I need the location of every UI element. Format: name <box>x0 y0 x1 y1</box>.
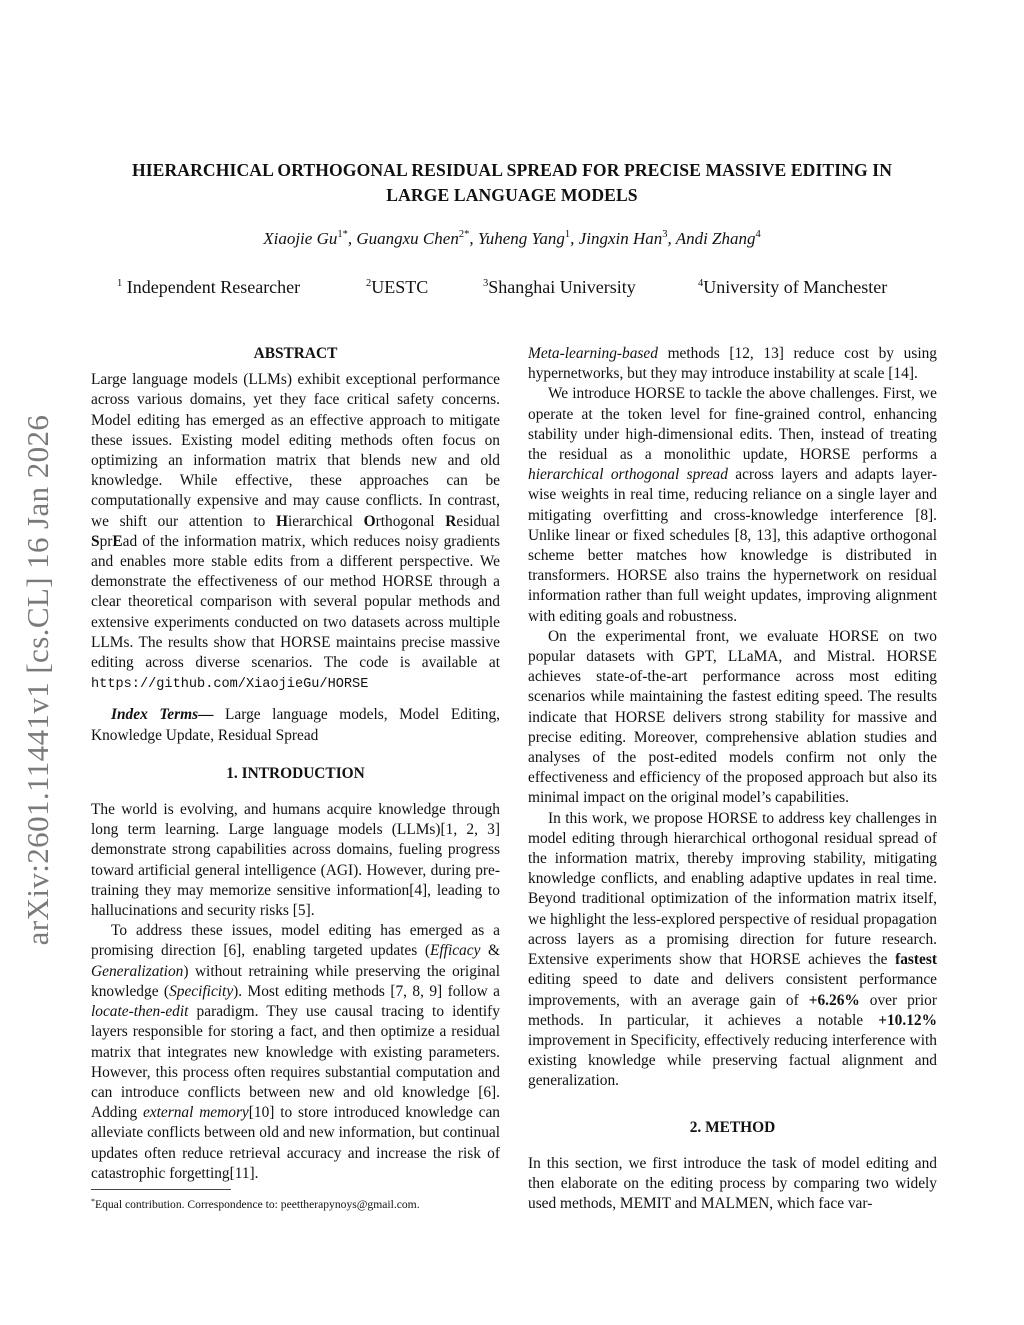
affiliation-4: $^4$University of Manchester <box>698 277 888 297</box>
author-name: Andi Zhang$^4$ <box>675 229 761 248</box>
intro-paragraph-1: The world is evolving, and humans acquire knowledge through long term learning. Large language models (LLMs)[1, 2, 3] demonstrate strong capabilities across domains, fueling progress toward artificial general intelligence (AGI). However, during pre-training they may memorize sensitive information[4], leading to hallucinations and security risks [5]. <box>91 801 500 920</box>
arxiv-identifier: arXiv:2601.11441v1 [cs.CL] 16 Jan 2026 <box>20 414 55 946</box>
code-url-link[interactable]: https://github.com/XiaojieGu/HORSE <box>91 677 369 693</box>
footnote-rule <box>91 1189 231 1190</box>
affiliation-1: $^1$ Independent Researcher <box>117 277 301 297</box>
horse-acronym: Hierarchical Orthogonal Residual SprEad <box>91 512 500 550</box>
author-name: Guangxu Chen$^{2*}$ <box>356 229 470 248</box>
author-name: Jingxin Han$^3$ <box>578 229 668 248</box>
affiliation-3: $^3$Shanghai University <box>483 277 636 297</box>
intro-paragraph-4: We introduce HORSE to tackle the above challenges. First, we operate at the token level for fine-grained control, enhancing stability under high-dimensional edits. Then, instead of treating the residual as a monolithic update, HORSE performs a hierarchical orthogonal spread across layers and adapts layer-wise weights in real time, reducing reliance on a single layer and mitigating overfitting and cross-knowledge interference [8]. Unlike linear or fixed schedules [8, 13], this adaptive orthogonal scheme better matches how knowledge is distributed in transformers. HORSE also trains the hypernetwork on residual information rather than full weight updates, improving alignment with editing goals and robustness. <box>528 385 937 625</box>
method-paragraph-1: In this section, we first introduce the task of model editing and then elaborate on the editing process by comparing two widely used methods, MEMIT and MALMEN, which face var- <box>528 1154 937 1213</box>
arxiv-sidebar <box>13 374 63 986</box>
intro-paragraph-5: On the experimental front, we evaluate HORSE on two popular datasets with GPT, LLaMA, and Mistral. HORSE achieves state-of-the-art performance across most editing scenarios while maintaining the fastest editing speed. The results indicate that HORSE delivers strong stability for massive and precise editing. Moreover, comprehensive ablation studies and analyses of the post-edited models confirm not only the effectiveness and efficiency of the proposed approach but also its minimal impact on the original model’s capabilities. <box>528 627 937 807</box>
left-column <box>91 344 500 1184</box>
right-column <box>528 344 937 1214</box>
author-name: Xiaojie $Gu^{1*}$ <box>263 229 348 248</box>
intro-paragraph-2: To address these issues, model editing has emerged as a promising direction [6], enabling targeted updates (Efficacy & Generalization) without retraining while preserving the original knowledge (Specificity). Most editing methods [7, 8, 9] follow a locate-then-edit paradigm. They use causal tracing to identify layers responsible for storing a fact, and then optimize a residual matrix that integrates new knowledge with existing parameters. However, this process often requires substantial computation and can introduce conflicts between new and old knowledge [6]. Adding external memory[10] to store introduced knowledge can alleviate conflicts between old and new information, but continual updates often reduce retrieval accuracy and increase the risk of catastrophic forgetting[11]. <box>91 922 500 1182</box>
abstract-text: Large language models (LLMs) exhibit exceptional performance across various domains, yet they face critical safety concerns. Model editing has emerged as an effective approach to mitigate these issues. Existing model editing methods often focus on optimizing an information matrix that blends new and old knowledge. While effective, these approaches can be computationally expensive and may cause conflicts. In contrast, we shift our attention to Hierarchical Orthogonal Residual SprEad of the information matrix, which reduces noisy gradients and enables more stable edits from a different perspective. We demonstrate the effectiveness of our method HORSE through a clear theoretical comparison with several popular methods and extensive experiments conducted on two datasets across multiple LLMs. The results show that HORSE maintains precise massive editing across diverse scenarios. The code is available at https://github.com/XiaojieGu/HORSE <box>91 371 500 693</box>
affiliation-2: $^2$UESTC <box>366 277 429 297</box>
index-terms-label: Index Terms— <box>111 706 214 724</box>
intro-paragraph-6: In this work, we propose HORSE to address key challenges in model editing through hierarchical orthogonal residual spread of the information matrix, thereby improving stability, mitigating knowledge conflicts, and enabling adaptive updates in real time. Beyond traditional optimization of the information matrix itself, we highlight the less-explored perspective of residual propagation across layers as a promising direction for future research. Extensive experiments show that HORSE achieves the fastest editing speed to date and delivers consistent performance improvements, with an average gain of +6.26% over prior methods. In particular, it achieves a notable +10.12% improvement in Specificity, effectively reducing interference with existing knowledge while preserving factual alignment and generalization. <box>528 809 937 1090</box>
author-list: Xiaojie $Gu^{1*}$, Guangxu Chen$^{2*}$, Yuheng Yang$^1$, Jingxin Han$^3$, Andi Zhang$^4$ <box>263 229 761 248</box>
method-heading: 2. METHOD <box>689 1118 776 1136</box>
footnote: *Equal contribution. Correspondence to: peettherapynoys@gmail.com. <box>91 1197 420 1211</box>
title-line-1: HIERARCHICAL ORTHOGONAL RESIDUAL SPREAD FOR PRECISE MASSIVE EDITING IN <box>131 160 893 180</box>
intro-paragraph-3: Meta-learning-based methods [12, 13] reduce cost by using hypernetworks, but they may introduce instability at scale [14]. <box>528 345 937 383</box>
title-line-2: LARGE LANGUAGE MODELS <box>386 185 638 205</box>
abstract-heading: ABSTRACT <box>253 345 338 362</box>
index-terms: Index Terms— Large language models, Model Editing, Knowledge Update, Residual Spread <box>91 706 501 744</box>
author-name: Yuheng Yang$^1$ <box>477 229 571 248</box>
intro-heading: 1. INTRODUCTION <box>226 764 365 782</box>
paper-title <box>60 158 964 208</box>
